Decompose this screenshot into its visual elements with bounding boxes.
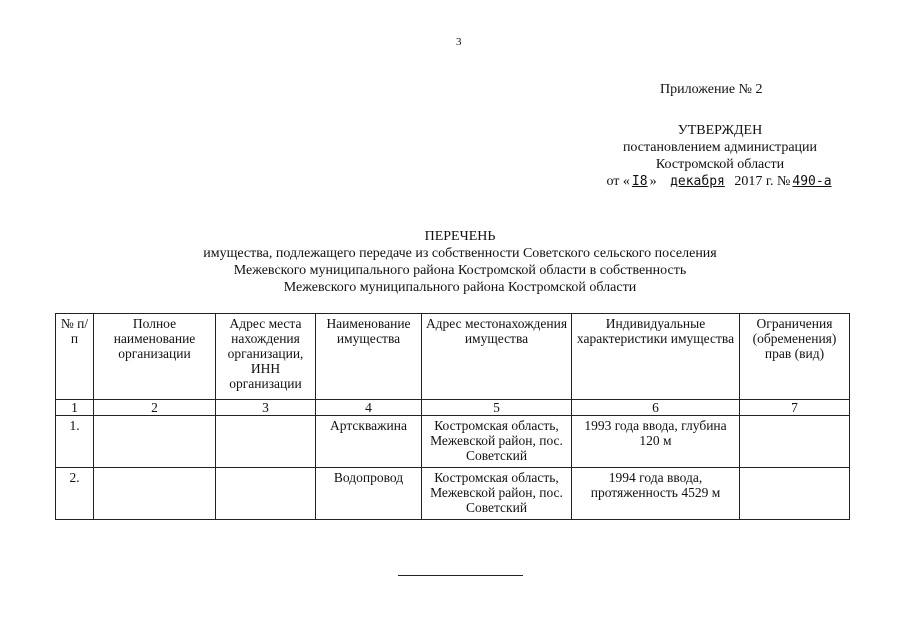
cell-org-address: [216, 468, 316, 520]
title-line-1: имущества, подлежащего передаче из собственности Советского сельского поселения: [203, 246, 717, 261]
header-number: № п/п: [56, 314, 94, 400]
approval-line-1: постановлением администрации: [622, 140, 818, 155]
property-table: [55, 313, 850, 520]
table-header-row: [56, 314, 850, 400]
column-number: 4: [316, 400, 422, 416]
header-org-address: Адрес места нахождения организации, ИНН организации: [216, 314, 316, 400]
cell-property-name: Артскважина: [316, 416, 422, 468]
date-day: I8: [631, 174, 648, 189]
table-row: [56, 416, 850, 468]
column-number: 3: [216, 400, 316, 416]
date-year: 2017 г. №: [734, 174, 791, 189]
column-number-row: [56, 400, 850, 416]
column-number: 7: [740, 400, 850, 416]
approval-block: [590, 122, 850, 190]
page-number: 3: [456, 36, 462, 48]
header-property-address: Адрес местонахождения имущества: [422, 314, 572, 400]
date-mid: »: [649, 174, 657, 189]
header-org-name: Полное наименование организации: [94, 314, 216, 400]
cell-characteristics: 1994 года ввода, протяженность 4529 м: [572, 468, 740, 520]
title-line-2: Межевского муниципального района Костромской области в собственность: [233, 263, 687, 278]
cell-property-name: Водопровод: [316, 468, 422, 520]
cell-org-name: [94, 416, 216, 468]
header-characteristics: Индивидуальные характеристики имущества: [572, 314, 740, 400]
cell-characteristics: 1993 года ввода, глубина 120 м: [572, 416, 740, 468]
appendix-label: Приложение № 2: [660, 82, 763, 97]
approval-line-2: Костромской области: [655, 157, 785, 172]
column-number: 1: [56, 400, 94, 416]
row-number: 1.: [56, 416, 94, 468]
document-title: [150, 228, 770, 296]
cell-property-address: Костромская область, Межевской район, пос. Советский: [422, 416, 572, 468]
cell-property-address: Костромская область, Межевской район, пос. Советский: [422, 468, 572, 520]
approval-date-line: [590, 173, 850, 190]
cell-org-address: [216, 416, 316, 468]
column-number: 5: [422, 400, 572, 416]
title-heading: ПЕРЕЧЕНЬ: [424, 229, 496, 244]
decree-number: 490-а: [792, 174, 832, 189]
cell-restrictions: [740, 416, 850, 468]
date-month: декабря: [670, 174, 725, 189]
table-row: [56, 468, 850, 520]
footer-divider: [398, 575, 523, 576]
cell-restrictions: [740, 468, 850, 520]
row-number: 2.: [56, 468, 94, 520]
column-number: 6: [572, 400, 740, 416]
cell-org-name: [94, 468, 216, 520]
header-restrictions: Ограничения (обременения) прав (вид): [740, 314, 850, 400]
header-property-name: Наименование имущества: [316, 314, 422, 400]
column-number: 2: [94, 400, 216, 416]
title-line-3: Межевского муниципального района Костромской области: [283, 280, 637, 295]
approval-heading: УТВЕРЖДЕН: [677, 123, 763, 138]
date-prefix: от «: [606, 174, 630, 189]
